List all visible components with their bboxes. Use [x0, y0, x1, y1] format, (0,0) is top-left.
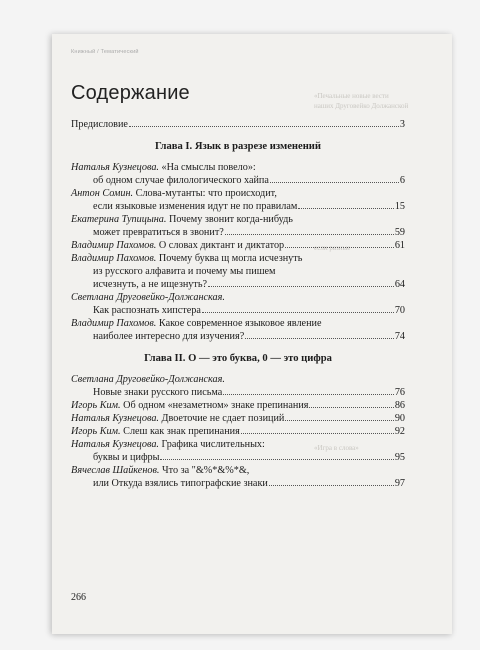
toc-entry-line: Наталья Кузнецова. Графика числительных: [71, 439, 265, 450]
toc-entry-text: Владимир Пахомов. О словах диктант и диктатор [71, 240, 285, 251]
toc-leader-dots [245, 338, 394, 339]
toc-entry-line [71, 399, 405, 412]
toc-entry-line [71, 239, 405, 252]
toc-author: Владимир Пахомов. [71, 318, 157, 329]
toc-page-number: 61 [394, 240, 405, 251]
toc-author: Антон Сомин. [71, 188, 134, 199]
toc-entry-line [71, 291, 405, 304]
toc-entry-line: Вячеслав Шайкенов. Что за "&%*&%*&, [71, 465, 250, 476]
toc-entry-line: Владимир Пахомов. Какое современное языковое явление [71, 318, 322, 329]
toc-entry-line [71, 118, 405, 131]
book-page [52, 34, 452, 634]
toc-entry-line [71, 412, 405, 425]
chapter-heading: Глава II. О — это буква, 0 — это цифра [144, 353, 332, 364]
bleed-through-text: «Игра в слова» [314, 444, 359, 452]
toc-leader-dots [129, 126, 399, 127]
toc-entry-text: может превратиться в звонит? [93, 227, 224, 238]
toc-page-number: 86 [394, 400, 405, 411]
toc-page-number: 92 [394, 426, 405, 437]
toc-page-number: 3 [399, 119, 405, 130]
toc-entry-line [71, 330, 405, 343]
toc-entry-text: исчезнуть, а не ищезнуть? [93, 279, 208, 290]
toc-leader-dots [285, 247, 394, 248]
toc-entry-line [71, 174, 405, 187]
page-title: Содержание [71, 82, 190, 104]
toc-entry-text: об одном случае филологического хайпа [93, 175, 269, 186]
toc-entry-text: Как распознать хипстера [93, 305, 201, 316]
toc-entry-text: Игорь Ким. Об одном «незаметном» знаке препинания [71, 400, 309, 411]
table-of-contents [71, 118, 405, 490]
toc-leader-dots [208, 286, 394, 287]
toc-author: Светлана Друговейко-Должанская. [71, 292, 225, 303]
toc-author: Игорь Ким. [71, 400, 121, 411]
toc-entry-text: Новые знаки русского письма [93, 387, 223, 398]
toc-author: Светлана Друговейко-Должанская. [71, 374, 225, 385]
toc-leader-dots [270, 182, 399, 183]
toc-author: Наталья Кузнецова. [71, 439, 159, 450]
toc-leader-dots [269, 485, 394, 486]
toc-leader-dots [285, 420, 393, 421]
toc-entry-line [71, 477, 405, 490]
toc-author: Игорь Ким. [71, 426, 121, 437]
toc-author: Екатерина Тупицына. [71, 214, 167, 225]
toc-entry-text: или Откуда взялись типографские знаки [93, 478, 268, 489]
toc-entry-line: из русского алфавита и почему мы пишем [93, 266, 276, 277]
toc-leader-dots [241, 433, 394, 434]
toc-page-number: 15 [394, 201, 405, 212]
toc-entry-line: Наталья Кузнецова. «На смыслы повело»: [71, 162, 256, 173]
toc-author: Наталья Кузнецова. [71, 162, 159, 173]
chapter-heading: Глава I. Язык в разрезе изменений [154, 141, 322, 152]
toc-entry-text: Предисловие [71, 119, 128, 130]
page-number: 266 [71, 592, 86, 603]
toc-entry-line: Владимир Пахомов. Почему буква щ могла исчезнуть [71, 253, 303, 264]
toc-page-number: 95 [394, 452, 405, 463]
toc-leader-dots [202, 312, 394, 313]
toc-leader-dots [160, 459, 393, 460]
toc-entry-line [71, 278, 405, 291]
toc-leader-dots [298, 208, 393, 209]
toc-entry-text: буквы и цифры [93, 452, 160, 463]
toc-author: Наталья Кузнецова. [71, 413, 159, 424]
toc-entry-line [71, 451, 405, 464]
toc-leader-dots [309, 407, 393, 408]
bleed-through-text: «Печальные новые вести [314, 92, 389, 100]
toc-entry-text: Наталья Кузнецова. Двоеточие не сдает позиций [71, 413, 285, 424]
toc-entry-line [71, 386, 405, 399]
toc-entry-line [71, 226, 405, 239]
bleed-through-text: наших Друговейко Должанской [314, 102, 409, 110]
toc-page-number: 59 [394, 227, 405, 238]
bleed-through-text: если разные [314, 244, 351, 252]
toc-page-number: 97 [394, 478, 405, 489]
toc-page-number: 64 [394, 279, 405, 290]
toc-page-number: 90 [394, 413, 405, 424]
toc-page-number: 74 [394, 331, 405, 342]
toc-entry-text: если языковые изменения идут не по правилам [93, 201, 298, 212]
toc-leader-dots [225, 234, 394, 235]
running-head: Книжный / Тематический [71, 49, 139, 55]
toc-entry-line: Екатерина Тупицына. Почему звонит когда-нибудь [71, 214, 293, 225]
toc-page-number: 70 [394, 305, 405, 316]
toc-page-number: 76 [394, 387, 405, 398]
toc-entry-line [71, 200, 405, 213]
toc-entry-line [71, 425, 405, 438]
toc-entry-line: Антон Сомин. Слова-мутанты: что происходит, [71, 188, 277, 199]
toc-entry-line [71, 304, 405, 317]
toc-entry-line [71, 373, 405, 386]
toc-author: Вячеслав Шайкенов. [71, 465, 160, 476]
toc-page-number: 6 [399, 175, 405, 186]
toc-author: Владимир Пахомов. [71, 253, 157, 264]
toc-leader-dots [223, 394, 394, 395]
toc-author: Владимир Пахомов. [71, 240, 157, 251]
toc-entry-text: Игорь Ким. Слеш как знак препинания [71, 426, 240, 437]
toc-entry-text: наиболее интересно для изучения? [93, 331, 245, 342]
